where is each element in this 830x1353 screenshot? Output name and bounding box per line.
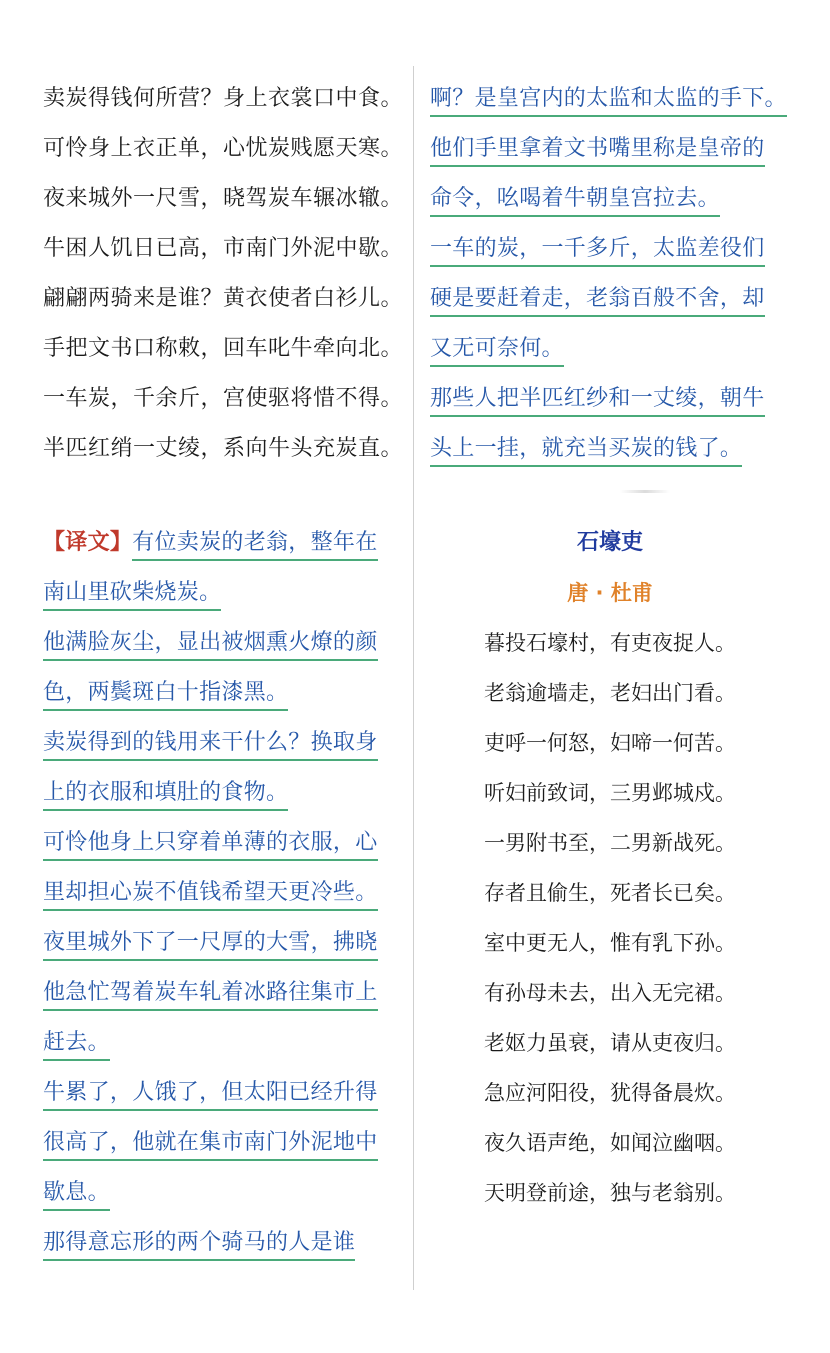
poem-line: 半匹红绡一丈绫，系向牛头充炭直。 (43, 436, 404, 461)
poem-title: 石壕吏 (576, 530, 643, 555)
translation-line: 上的衣服和填肚的食物。 (43, 768, 403, 818)
left-column (43, 74, 403, 1268)
poem-line: 有孙母未去，出入无完裙。 (484, 981, 736, 1005)
translation-line: 很高了，他就在集市南门外泥地中 (43, 1118, 403, 1168)
poem-shihaoli (430, 518, 790, 1218)
poem-line: 急应河阳役，犹得备晨炊。 (484, 1081, 736, 1105)
translation-right (430, 74, 790, 474)
poem-line: 室中更无人，惟有乳下孙。 (484, 931, 736, 955)
poem-line: 夜久语声绝，如闻泣幽咽。 (484, 1131, 736, 1155)
translation-line: 那得意忘形的两个骑马的人是谁 (43, 1218, 403, 1268)
poem-line: 天明登前途，独与老翁别。 (484, 1181, 736, 1205)
poem-line: 听妇前致词，三男邺城戍。 (484, 781, 736, 805)
poem-line: 一车炭，千余斤，宫使驱将惜不得。 (43, 386, 404, 411)
translation-line: 啊？是皇宫内的太监和太监的手下。 (430, 74, 790, 124)
translation-line: 一车的炭，一千多斤，太监差役们 (430, 224, 790, 274)
right-column (430, 74, 790, 1218)
poem-line: 手把文书口称敕，回车叱牛牵向北。 (43, 336, 404, 361)
translation-line: 色，两鬓斑白十指漆黑。 (43, 668, 403, 718)
translation-line: 他急忙驾着炭车轧着冰路往集市上 (43, 968, 403, 1018)
translation-line: 他们手里拿着文书嘴里称是皇帝的 (430, 124, 790, 174)
translation-line: 可怜他身上只穿着单薄的衣服，心 (43, 818, 403, 868)
poem-line: 可怜身上衣正单，心忧炭贱愿天寒。 (43, 136, 404, 161)
poem-line: 卖炭得钱何所营？身上衣裳口中食。 (43, 86, 404, 111)
translation-line: 又无可奈何。 (430, 324, 790, 374)
poem-line: 牛困人饥日已高，市南门外泥中歇。 (43, 236, 404, 261)
translation-line: 头上一挂，就充当买炭的钱了。 (430, 424, 790, 474)
translation-line: 他满脸灰尘，显出被烟熏火燎的颜 (43, 618, 403, 668)
poem-author: 唐 · 杜甫 (567, 581, 653, 605)
column-divider (413, 66, 414, 1290)
translation-line: 卖炭得到的钱用来干什么？换取身 (43, 718, 403, 768)
translation-line: 夜里城外下了一尺厚的大雪，拂晓 (43, 918, 403, 968)
translation-line: 牛累了，人饿了，但太阳已经升得 (43, 1068, 403, 1118)
translation-line: 南山里砍柴烧炭。 (43, 568, 403, 618)
poem-line: 老妪力虽衰，请从吏夜归。 (484, 1031, 736, 1055)
poem-line: 吏呼一何怒，妇啼一何苦。 (484, 731, 736, 755)
translation-line: 赶去。 (43, 1018, 403, 1068)
poem-line: 老翁逾墙走，老妇出门看。 (484, 681, 736, 705)
poem-line: 翩翩两骑来是谁？黄衣使者白衫儿。 (43, 286, 404, 311)
translation-tag: 【译文】 (43, 530, 133, 555)
poem-original (43, 74, 403, 474)
translation-line: 里却担心炭不值钱希望天更冷些。 (43, 868, 403, 918)
translation-line: 【译文】有位卖炭的老翁，整年在 (43, 518, 403, 568)
poem-line: 一男附书至，二男新战死。 (484, 831, 736, 855)
faint-smudge (620, 490, 670, 493)
poem-line: 夜来城外一尺雪，晓驾炭车辗冰辙。 (43, 186, 404, 211)
translation-line: 命令，吆喝着牛朝皇宫拉去。 (430, 174, 790, 224)
translation-line: 那些人把半匹红纱和一丈绫，朝牛 (430, 374, 790, 424)
poem-line: 暮投石壕村，有吏夜捉人。 (484, 631, 736, 655)
translation-left (43, 518, 403, 1268)
translation-line: 歇息。 (43, 1168, 403, 1218)
translation-line: 硬是要赶着走，老翁百般不舍，却 (430, 274, 790, 324)
poem-line: 存者且偷生，死者长已矣。 (484, 881, 736, 905)
